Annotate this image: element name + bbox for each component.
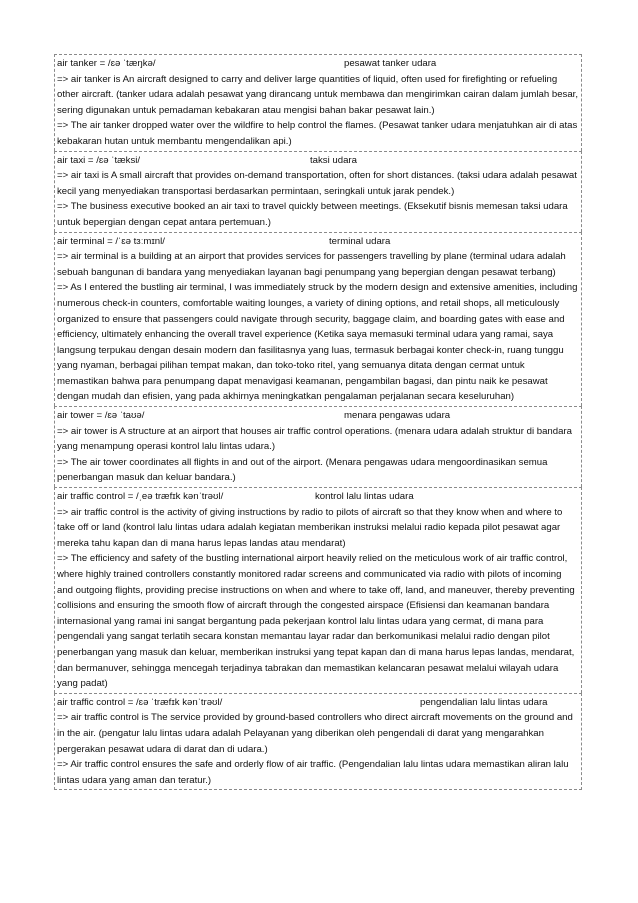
entry-example: => The business executive booked an air taxi to travel quickly between meetings. (Eksekutif bisnis memesan taksi udara untuk bepergian dengan cepat antara pertemuan.) bbox=[57, 201, 568, 228]
entry-translation: pengendalian lalu lintas udara bbox=[420, 696, 548, 708]
entry-definition: => air tanker is An aircraft designed to carry and deliver large quantities of liquid, often used for firefighting or refueling other aircraft. (tanker udara adalah pesawat yang dirancang untuk membawa dan mengirimkan cairan dalam jumlah besar, sering digunakan untuk pemadaman kebakaran atau mengisi bahan bakar pesawat lain.) bbox=[57, 73, 579, 116]
entry-definition: => air traffic control is The service provided by ground-based controllers who direct aircraft movements on the ground and in the air. (pengatur lalu lintas udara adalah Pelayanan yang diberikan oleh pengendali di darat yang mengarahkan pergerakan pesawat udara di darat dan di udara.) bbox=[57, 712, 573, 755]
entry-translation: taksi udara bbox=[310, 154, 357, 166]
entry-term: air traffic control = /ɛə ˈtræfɪk kənˈtrəʊl/ bbox=[57, 696, 223, 708]
entry-header bbox=[57, 408, 579, 424]
glossary-entry-air-tanker bbox=[54, 54, 582, 151]
entry-header bbox=[57, 489, 579, 505]
glossary-entry-air-traffic-control bbox=[54, 487, 582, 693]
entry-definition: => air traffic control is the activity of giving instructions by radio to pilots of aircraft so that they know when and where to take off or land (kontrol lalu lintas udara adalah kegiatan memberikan instruksi melalui radio kepada pilot pesawat agar mereka tahu kapan dan di mana harus lepas landas atau mendarat) bbox=[57, 506, 563, 549]
entry-translation: kontrol lalu lintas udara bbox=[315, 491, 414, 503]
entry-example: => Air traffic control ensures the safe and orderly flow of air traffic. (Pengendalian lalu lintas udara memastikan aliran lalu lintas udara yang aman dan teratur.) bbox=[57, 759, 569, 786]
entry-definition: => air terminal is a building at an airport that provides services for passengers travelling by plane (terminal udara adalah sebuah bangunan di bandara yang menyediakan layanan bagi penumpang yang bepergian dengan pesawat terbang) bbox=[57, 251, 566, 278]
glossary-entry-air-traffic-control-2 bbox=[54, 693, 582, 791]
entry-definition: => air taxi is A small aircraft that provides on-demand transportation, often for short distances. (taksi udara adalah pesawat kecil yang menyediakan transportasi berdasarkan permintaan, seringkali untuk jarak pendek.) bbox=[57, 170, 577, 197]
entry-definition: => air tower is A structure at an airport that houses air traffic control operations. (menara udara adalah struktur di bandara yang menampung operasi kontrol lalu lintas udara.) bbox=[57, 425, 572, 453]
entry-term: air tanker = /ɛə ˈtæŋkə/ bbox=[57, 58, 156, 69]
glossary-document bbox=[54, 54, 582, 790]
entry-header bbox=[57, 234, 579, 250]
entry-header bbox=[57, 153, 579, 169]
entry-header bbox=[57, 695, 579, 711]
entry-term: air terminal = /ˈɛə tɜːmɪnl/ bbox=[57, 235, 165, 247]
entry-term: air taxi = /ɛə ˈtæksi/ bbox=[57, 154, 141, 166]
entry-translation: pesawat tanker udara bbox=[344, 58, 437, 69]
entry-example: => As I entered the bustling air terminal, I was immediately struck by the modern design and extensive amenities, including numerous check-in counters, comfortable waiting lounges, a variety of dining options, and retail shops, all meticulously organized to ensure that passengers could navigate through security, baggage claim, and boarding gates with ease and efficiency, ultimately enhancing the overall travel experience (Ketika saya memasuki terminal udara yang ramai, saya langsung terpukau dengan desain modern dan fasilitasnya yang luas, termasuk berbagai konter check-in, ruang tunggu yang nyaman, berbagai pilihan tempat makan, dan toko-toko ritel, yang semuanya ditata dengan cermat untuk memastikan bahwa para penumpang dapat menavigasi keamanan, pengambilan bagasi, dan pintu naik ke pesawat dengan mudah dan efisien, yang pada akhirnya meningkatkan pengalaman perjalanan secara keseluruhan) bbox=[57, 282, 578, 403]
entry-header bbox=[57, 56, 579, 72]
entry-example: => The air tanker dropped water over the wildfire to help control the flames. (Pesawat tanker udara menjatuhkan air di atas kebakaran hutan untuk membantu mengendalikan api.) bbox=[57, 120, 578, 147]
entry-translation: terminal udara bbox=[329, 235, 391, 247]
entry-term: air tower = /ɛə ˈtaʊə/ bbox=[57, 410, 145, 422]
glossary-entry-air-taxi bbox=[54, 151, 582, 232]
glossary-entry-air-tower bbox=[54, 406, 582, 487]
entry-term: air traffic control = /ˌeə træfɪk kənˈtrəʊl/ bbox=[57, 491, 224, 503]
glossary-entry-air-terminal bbox=[54, 232, 582, 407]
entry-example: => The air tower coordinates all flights in and out of the airport. (Menara pengawas udara mengoordinasikan semua penerbangan masuk dan keluar bandara.) bbox=[57, 456, 548, 484]
entry-translation: menara pengawas udara bbox=[344, 410, 451, 422]
entry-example: => The efficiency and safety of the bustling international airport heavily relied on the meticulous work of air traffic control, where highly trained controllers constantly monitored radar screens and communicated via radio with pilots of incoming and outgoing flights, providing precise instructions on when and where to take off, land, and maneuver, thereby preventing collisions and ensuring the smooth flow of aircraft through the congested airspace (Efisiensi dan keamanan bandara internasional yang ramai ini sangat bergantung pada pekerjaan kontrol lalu lintas udara yang cermat, di mana para pengendali yang sangat terlatih secara konstan memantau layar radar dan berkomunikasi melalui radio dengan pilot penerbangan yang masuk dan keluar, memberikan instruksi yang tepat kapan dan di mana harus lepas landas, mendarat, dan bermanuver, sehingga mencegah terjadinya tabrakan dan memastikan kelancaran pesawat melalui wilayah udara yang padat) bbox=[57, 553, 575, 690]
